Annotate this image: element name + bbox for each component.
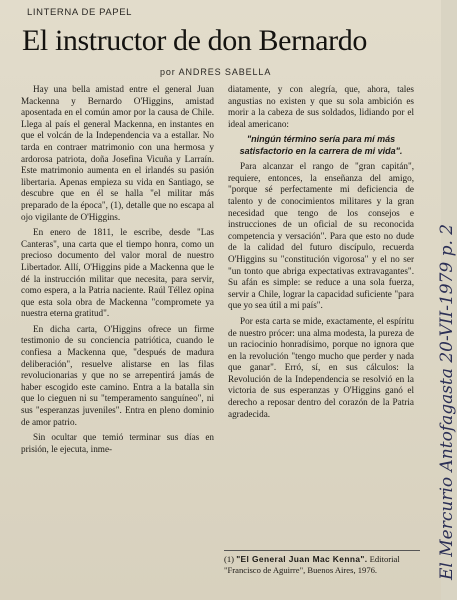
- footnote: [224, 550, 420, 575]
- body-paragraph: Hay una bella amistad entre el general Juan Mackenna y Bernardo O'Higgins, amistad aposentada en el común amor por la causa de Chile. Llega al país el general Mackenna, en instantes en que el volcán de la Independencia va a estallar. No tarda en contraer matrimonio con una hermosa y ardorosa patriota, doña Josefina Vicuña y Larraín. Este matrimonio aumenta en el irlandés su pasión libertaria. Apenas empieza su vida en Santiago, se descubre que en él se halla "el militar más preparado de la época", (1), detalle que no escapa al ojo vigilante de O'Higgins.: [21, 84, 214, 222]
- handwritten-annotation-text: El Mercurio Antofagasta 20-VII-1979 p. 2: [437, 223, 457, 580]
- footnote-title: "El General Juan Mac Kenna".: [236, 554, 368, 564]
- article-byline: por ANDRES SABELLA: [160, 67, 272, 77]
- body-paragraph: En dicha carta, O'Higgins ofrece un firme testimonio de su conciencia patriótica, cuando le confiesa a Mackenna que, "después de madura deliberación", resuelve alistarse en las filas revolucionarias y que no se arrepentirá jamás de haber escogido este camino. Entra a la batalla sin que lo cieguen ni su "temperamento sanguíneo", ni sus "esperanzas juveniles". Entra en pleno dominio de amor patrio.: [21, 323, 214, 427]
- section-label: LINTERNA DE PAPEL: [27, 7, 133, 18]
- footnote-marker: (1): [224, 554, 235, 564]
- body-paragraph: Sin ocultar que temió terminar sus días en prisión, le ejecuta, inme-: [21, 432, 214, 454]
- handwritten-annotation: [415, 170, 457, 590]
- right-column: [228, 84, 414, 590]
- body-paragraph: Por esta carta se mide, exactamente, el espíritu de nuestro prócer: una alma modesta, la pureza de un raciocinio honradísimo, porque no ignora que en la revolución "tengo mucho que perder y nada que ganar". Erró, sí, en sus cálculos: la Revolución de la Independencia se resolvió en la victoria de sus esperanzas y O'Higgins ganó el derecho a reposar dentro del corazón de la Patria agradecida.: [228, 315, 414, 419]
- footnote-publisher: Editorial "Francisco de Aguirre", Buenos Aires, 1976.: [224, 554, 400, 575]
- body-paragraph: En enero de 1811, le escribe, desde "Las Canteras", una carta que el tiempo honra, como un precioso documento del valor moral de nuestro Libertador. Allí, O'Higgins pide a Mackenna que le dé la instrucción militar que necesita, para servir, como espera, a la Patria naciente. Raúl Téllez opina que esta sola obra de Mackenna "compromete ya nuestra eterna gratitud".: [21, 227, 214, 319]
- body-paragraph: diatamente, y con alegría, que, ahora, tales angustias no existen y que su sola ambición es morir a la cabeza de sus soldados, lidiando por el ideal americano:: [228, 84, 414, 129]
- article-headline: El instructor de don Bernardo: [22, 24, 367, 57]
- body-paragraph: Para alcanzar el rango de "gran capitán", requiere, entonces, la enseñanza del amigo, "porque sé perfectamente mi deficiencia de talento y de conocimientos militares y la gran necesidad que tengo de los consejos e instrucciones de un oficial de su reconocida competencia y versación". Para que esto no dude de la calidad del futuro discípulo, recuerda O'Higgins su "constitución vigorosa" y el no ser "un tonto que abriga expectativas extravagantes". Su afán es simple: se reduce a una sola fuerza, servir a Chile, lograr la capacidad suficiente "para que yo sea útil a mi país".: [228, 161, 414, 311]
- pull-quote: "ningún término sería para mí más satisfactorio en la carrera de mi vida".: [239, 134, 403, 156]
- left-column: [21, 84, 214, 589]
